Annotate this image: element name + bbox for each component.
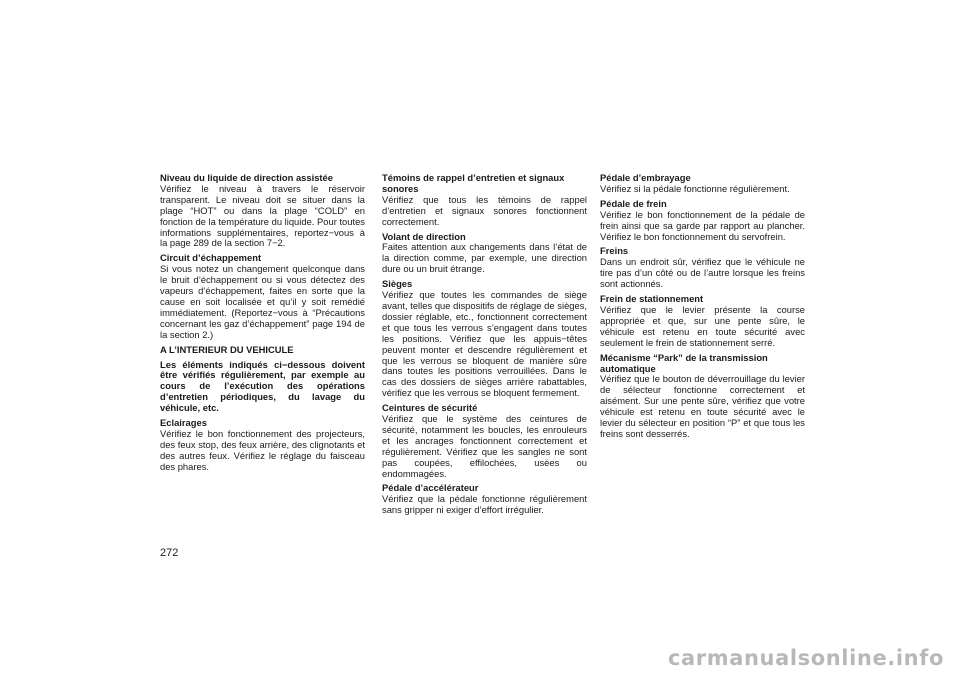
section-heading: Volant de direction xyxy=(382,230,466,242)
section-text: Vérifiez si la pédale fonctionne régulièrement. xyxy=(600,182,790,194)
section-heading: Frein de stationnement xyxy=(600,293,704,305)
section-warning-lights xyxy=(382,173,587,228)
section-intro-paragraph xyxy=(160,360,365,415)
watermark: carmanualsonline.info xyxy=(667,646,944,670)
column-3 xyxy=(600,173,805,444)
section-text: Vérifiez que le bouton de déverrouillage du levier de sélecteur fonctionne correctement et aisément. Sur une pente sûre, vérifiez que votre véhicule est retenu en toute sécurité avec le levier du sélecteur en position “P” et que tous les freins sont desserrés. xyxy=(600,373,805,439)
section-text: Vérifiez le bon fonctionnement de la pédale de frein ainsi que sa garde par rapport au plancher. Vérifiez le bon fonctionnement du servofrein. xyxy=(600,208,805,242)
section-text: Vérifiez le bon fonctionnement des projecteurs, des feux stop, des feux arrière, des clignotants et des autres feux. Vérifiez le réglage du faisceau des phares. xyxy=(160,427,365,472)
section-clutch-pedal xyxy=(600,173,805,195)
section-heading: Niveau du liquide de direction assistée xyxy=(160,172,333,183)
section-heading: Freins xyxy=(600,245,629,257)
section-text: Vérifiez que la pédale fonctionne régulièrement sans gripper ni exiger d’effort irrégulier. xyxy=(382,493,587,516)
section-text: Si vous notez un changement quelconque dans le bruit d’échappement ou si vous détectez des vapeurs d’échappement, faites en sorte que la cause en soit localisée et qu’il y soit remédié immédiatement. (Reportez−vous à “Précautions concernant les gaz d’échappement” page 194 de la section 2.) xyxy=(160,263,365,340)
section-lights xyxy=(160,418,365,473)
section-heading: Pédale d’embrayage xyxy=(600,172,691,183)
column-2 xyxy=(382,173,587,520)
section-heading: A L’INTERIEUR DU VEHICULE xyxy=(160,343,294,355)
section-heading: Pédale d’accélérateur xyxy=(382,482,479,494)
section-text: Dans un endroit sûr, vérifiez que le véhicule ne tire pas d’un côté ou de l’autre lorsque les freins sont actionnés. xyxy=(600,256,805,290)
section-heading: Témoins de rappel d’entretien et signaux sonores xyxy=(382,172,565,194)
section-parking-brake xyxy=(600,294,805,349)
section-seat-belts xyxy=(382,403,587,479)
section-text: Faites attention aux changements dans l’état de la direction comme, par exemple, une direction dure ou un bruit étrange. xyxy=(382,241,587,275)
section-seats xyxy=(382,279,587,399)
section-brakes xyxy=(600,246,805,290)
section-heading: Sièges xyxy=(382,278,413,290)
section-transmission-park xyxy=(600,353,805,440)
section-text: Vérifiez que tous les témoins de rappel d’entretien et signaux sonores fonctionnent correctement. xyxy=(382,193,587,227)
section-heading: Pédale de frein xyxy=(600,197,667,209)
section-heading: Eclairages xyxy=(160,417,207,429)
section-text: Vérifiez que le levier présente la course appropriée et que, sur une pente sûre, le véhicule est retenu en toute sécurité avec seulement le frein de stationnement serré. xyxy=(600,303,805,348)
section-text: Vérifiez que le système des ceintures de sécurité, notamment les boucles, les enrouleurs et les ancrages fonctionnent correctement et régulièrement. Vérifiez que les sangles ne sont pas coupées, effilochées, usées ou endommagées. xyxy=(382,413,587,479)
section-vehicle-interior xyxy=(160,345,365,356)
section-text: Vérifiez le niveau à travers le réservoir transparent. Le niveau doit se situer dans la plage “HOT” ou dans la plage “COLD” en fonction de la température du liquide. Pour toutes informations supplémentaires, reportez−vous à la page 289 de la section 7−2. xyxy=(160,182,365,249)
section-exhaust-system xyxy=(160,253,365,340)
section-steering-wheel xyxy=(382,232,587,276)
section-heading: Mécanisme “Park” de la transmission automatique xyxy=(600,351,768,374)
section-accelerator-pedal xyxy=(382,483,587,516)
section-text: Vérifiez que toutes les commandes de siège avant, telles que dispositifs de réglage de sièges, dossier réglable, etc., fonctionnent correctement et que tous les verrous s’engagent dans toutes les positions. Vérifiez que les appuis−têtes peuvent monter et descendre régulièrement et que les verrous se bloquent de manière sûre dans toutes les positions verrouillées. Dans le cas des dossiers de sièges arrière rabattables, vérifiez que les verrous se bloquent fermement. xyxy=(382,289,587,399)
bold-paragraph: Les éléments indiqués ci−dessous doivent être vérifiés régulièrement, par exemple au cours de l’exécution des opérations d’entretien périodiques, du lavage du véhicule, etc. xyxy=(160,358,365,414)
section-brake-pedal xyxy=(600,199,805,243)
section-power-steering-fluid xyxy=(160,173,365,249)
page-number: 272 xyxy=(160,547,179,559)
column-1 xyxy=(160,173,365,477)
section-heading: Circuit d’échappement xyxy=(160,252,262,264)
section-heading: Ceintures de sécurité xyxy=(382,402,478,414)
